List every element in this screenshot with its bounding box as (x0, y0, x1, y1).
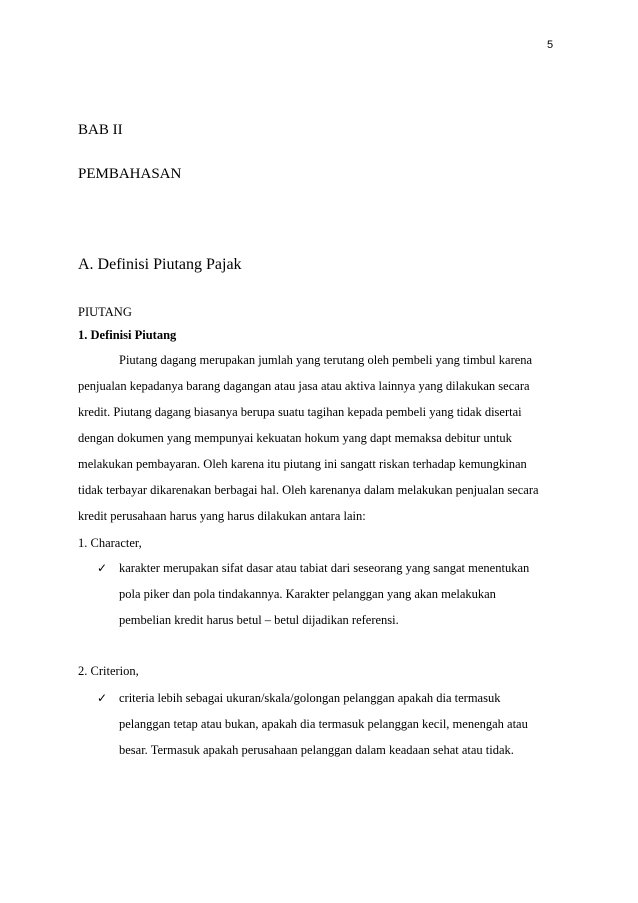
list-item-label: 2. Criterion, (78, 664, 139, 678)
chapter-title: PEMBAHASAN (78, 166, 182, 182)
bullet-line: pelanggan tetap atau bukan, apakah dia termasuk pelanggan kecil, menengah atau (119, 717, 528, 731)
subsection-title: 1. Definisi Piutang (78, 328, 177, 342)
paragraph-line: melakukan pembayaran. Oleh karena itu piutang ini sangatt riskan terhadap kemungkinan (78, 457, 527, 471)
subsection-label: PIUTANG (78, 305, 132, 319)
bullet-line: pembelian kredit harus betul – betul dijadikan referensi. (119, 613, 399, 627)
bullet-line: besar. Termasuk apakah perusahaan pelanggan dalam keadaan sehat atau tidak. (119, 743, 514, 757)
paragraph-line: penjualan kepadanya barang dagangan atau jasa atau aktiva lainnya yang dilakukan secara (78, 379, 530, 393)
bullet-line: pola piker dan pola tindakannya. Karakter pelanggan yang akan melakukan (119, 587, 496, 601)
checkmark-icon: ✓ (97, 561, 108, 575)
bullet-line: criteria lebih sebagai ukuran/skala/golongan pelanggan apakah dia termasuk (119, 691, 501, 705)
paragraph-line: dengan dokumen yang mempunyai kekuatan hokum yang dapt memaksa debitur untuk (78, 431, 512, 445)
bullet-line: karakter merupakan sifat dasar atau tabiat dari seseorang yang sangat menentukan (119, 561, 530, 575)
chapter-heading: BAB II (78, 122, 123, 138)
paragraph-line: tidak terbayar dikarenakan berbagai hal. Oleh karenanya dalam melakukan penjualan secara (78, 483, 539, 497)
paragraph-line: Piutang dagang merupakan jumlah yang terutang oleh pembeli yang timbul karena (119, 353, 533, 367)
paragraph-line: kredit perusahaan harus yang harus dilakukan antara lain: (78, 509, 366, 523)
section-heading: A. Definisi Piutang Pajak (78, 256, 242, 273)
checkmark-icon: ✓ (97, 691, 108, 705)
paragraph-line: kredit. Piutang dagang biasanya berupa suatu tagihan kepada pembeli yang tidak disertai (78, 405, 522, 419)
page-number: 5 (547, 39, 554, 51)
list-item-label: 1. Character, (78, 536, 142, 550)
